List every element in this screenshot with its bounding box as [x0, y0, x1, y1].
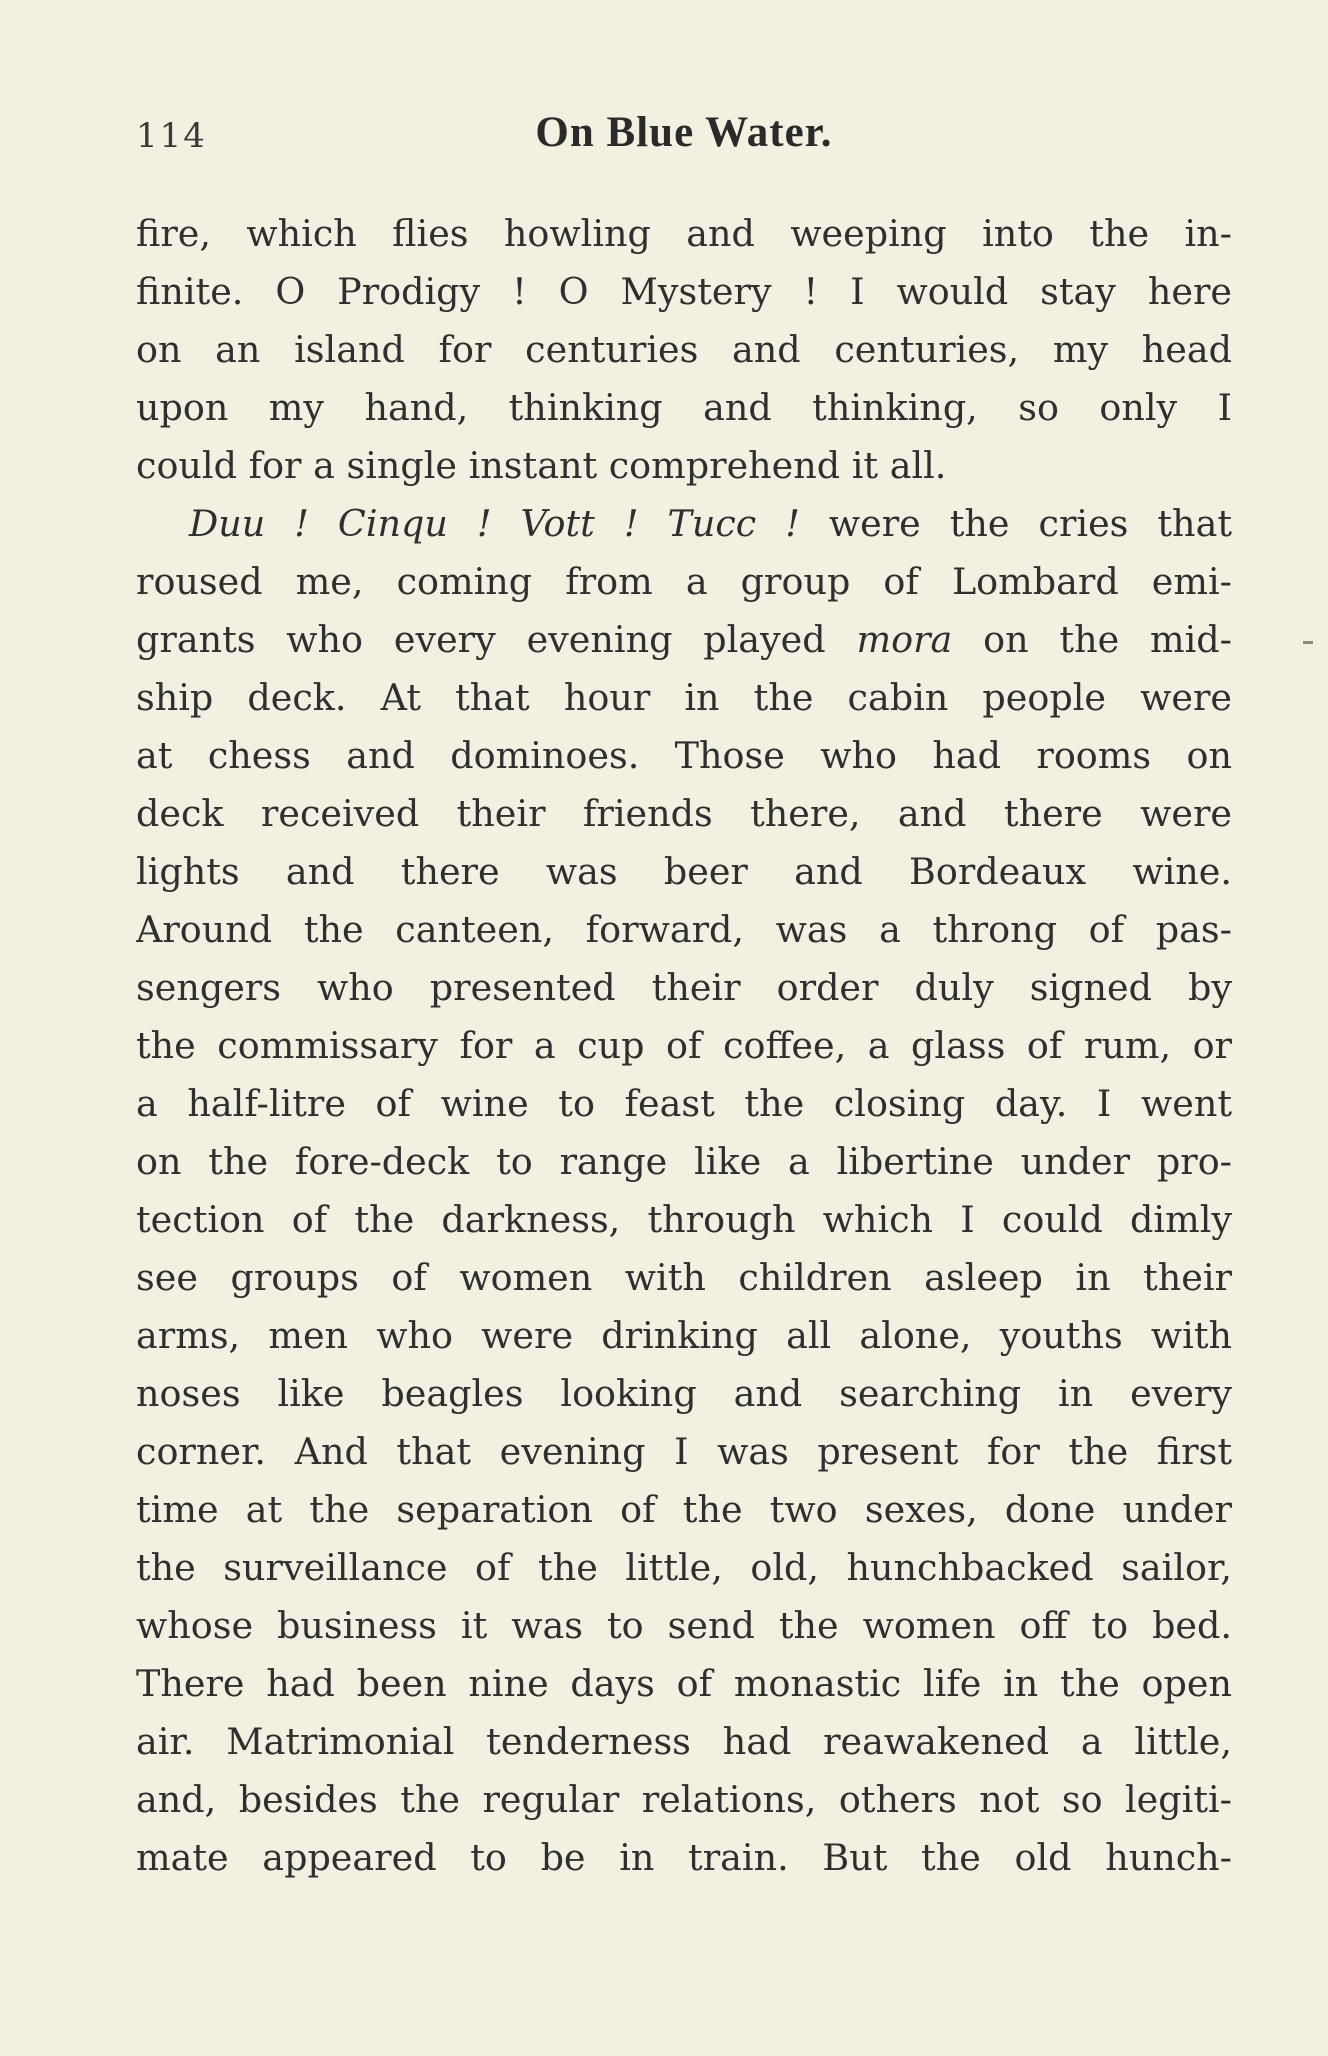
- text-line: deck received their friends there, and there were: [136, 792, 1232, 835]
- text-span: grants who every evening played: [136, 618, 857, 661]
- text-line: could for a single instant comprehend it all.: [136, 444, 947, 487]
- text-line: Around the canteen, forward, was a throng of pas-: [136, 908, 1232, 951]
- text-line: sengers who presented their order duly signed by: [136, 966, 1232, 1009]
- text-line: air. Matrimonial tenderness had reawakened a little,: [136, 1720, 1232, 1763]
- running-title: On Blue Water.: [535, 109, 833, 156]
- text-line: ship deck. At that hour in the cabin people were: [136, 676, 1232, 719]
- text-line: the surveillance of the little, old, hunchbacked sailor,: [136, 1546, 1232, 1589]
- text-line: lights and there was beer and Bordeaux wine.: [136, 850, 1232, 893]
- text-line: [136, 495, 1232, 553]
- text-line: whose business it was to send the women off to bed.: [136, 1604, 1232, 1647]
- body-text: [136, 205, 1232, 1887]
- text-line: the commissary for a cup of coffee, a glass of rum, or: [136, 1024, 1232, 1067]
- text-line: at chess and dominoes. Those who had rooms on: [136, 734, 1232, 777]
- text-line: roused me, coming from a group of Lombard emi-: [136, 560, 1232, 603]
- text-line: mate appeared to be in train. But the old hunch-: [136, 1836, 1232, 1879]
- margin-mark: [1303, 641, 1313, 644]
- text-span: were the cries that: [799, 502, 1232, 545]
- italic-cries: Duu ! Cinqu ! Vott ! Tucc !: [189, 502, 800, 545]
- text-line: fire, which flies howling and weeping into the in-: [136, 212, 1232, 255]
- text-line: on the fore-deck to range like a libertine under pro-: [136, 1140, 1232, 1183]
- text-line: There had been nine days of monastic life in the open: [136, 1662, 1232, 1705]
- text-line: and, besides the regular relations, others not so legiti-: [136, 1778, 1232, 1821]
- text-line: arms, men who were drinking all alone, youths with: [136, 1314, 1232, 1357]
- italic-mora: mora: [856, 618, 953, 661]
- text-line: on an island for centuries and centuries, my head: [136, 328, 1232, 371]
- text-line: [136, 611, 1232, 669]
- text-line: tection of the darkness, through which I could dimly: [136, 1198, 1232, 1241]
- text-line: corner. And that evening I was present for the first: [136, 1430, 1232, 1473]
- text-line: a half-litre of wine to feast the closing day. I went: [136, 1082, 1232, 1125]
- running-head: [136, 108, 1232, 168]
- text-line: upon my hand, thinking and thinking, so only I: [136, 386, 1232, 429]
- text-span: on the mid-: [952, 618, 1232, 661]
- text-line: finite. O Prodigy ! O Mystery ! I would stay here: [136, 270, 1232, 313]
- text-line: time at the separation of the two sexes, done under: [136, 1488, 1232, 1531]
- page-number: 114: [136, 116, 207, 156]
- text-line: noses like beagles looking and searching in every: [136, 1372, 1232, 1415]
- text-line: see groups of women with children asleep in their: [136, 1256, 1232, 1299]
